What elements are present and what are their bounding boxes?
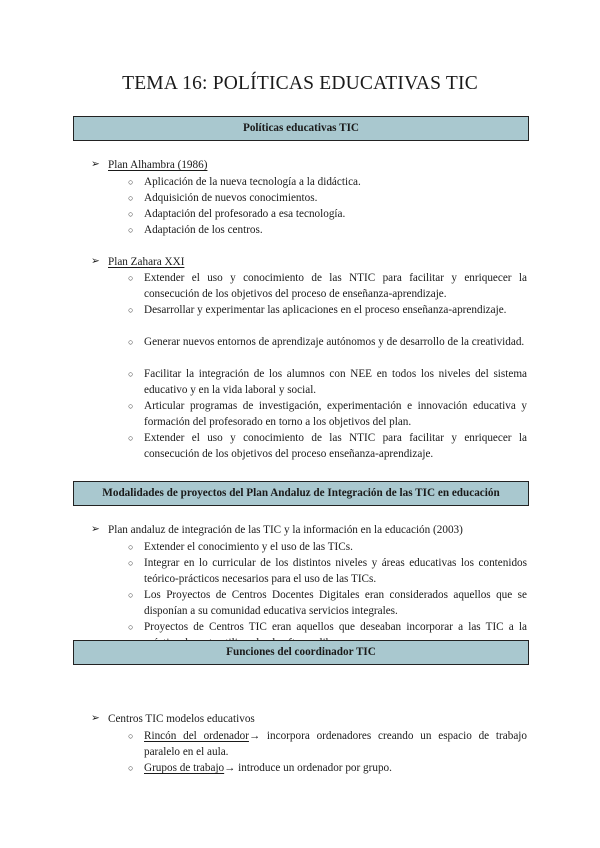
document-page: TEMA 16: POLÍTICAS EDUCATIVAS TIC Políticas educativas TIC ➢ Plan Alhambra (1986) ○ Aplicación de la nueva tecnología a la didáctica. ○ Adquisición de nuevos conocimientos. ○ Adaptación del profesorado a esa tecnología. ○ Adaptación de los centros. ➢ Plan Zahara XXI ○ Extender el uso y conocimiento de las NTIC para facilitar y enriquecer la consecución de los objetivos del proceso de enseñanza-aprendizaje. ○ Desarrollar y experimentar las aplicaciones en el proceso enseñanza-aprendizaje. ○ Generar nuevos entornos de aprendizaje autónomos y de desarrollo de la creatividad. ○ Facilitar la integración de los alumnos con NEE en todos los niveles del sistema educativo y en la vida laboral y social. ○ Articular programas de investigación, experimentación e innovación educativa y formación del profesorado en torno a los objetivos del plan. ○ Extender el uso y conocimiento de las NTIC para facilitar y enriquecer la consecución de los objetivos del proceso enseñanza-aprendizaje. Modalidades de proyectos del Plan Andaluz de Integración de las TIC en educación ➢ Plan andaluz de integración de las TIC y la información en la educación (2003) ○ Extender el conocimiento y el uso de las TICs. ○ Integrar en lo curricular de los distintos niveles y áreas educativas los contenidos teórico-prácticos necesarios para el uso de las TICs. ○ Los Proyectos de Centros Docentes Digitales eran considerados aquellos que se disponían a su comunidad educativa servicios integrales. ○ Proyectos de Centros TIC eran aquellos que deseaban incorporar a las TIC a la Funciones del coordinador TIC ➢ Centros TIC modelos educativos ○ Rincón del ordenador→ incorpora ordenadores creando un espacio de trabajo paralelo en el aula. ○ Grupos de trabajo→ introduce un ordenador por grupo. xyxy=(0,0,600,848)
arrow-bullet-icon: ➢ xyxy=(91,524,100,535)
circle-bullet-icon: ○ xyxy=(128,558,134,568)
group-label: Plan Zahara XXI xyxy=(108,256,185,268)
circle-bullet-icon: ○ xyxy=(128,433,134,443)
circle-bullet-icon: ○ xyxy=(128,763,134,773)
circle-bullet-icon: ○ xyxy=(128,209,134,219)
circle-bullet-icon: ○ xyxy=(128,225,134,235)
group-label: Plan andaluz de integración de las TIC y la información en la educación (2003) xyxy=(108,524,463,536)
circle-bullet-icon: ○ xyxy=(128,305,134,315)
arrow-bullet-icon: ➢ xyxy=(91,713,100,724)
section-header-modalidades: Modalidades de proyectos del Plan Andaluz de Integración de las TIC en educación xyxy=(73,481,529,506)
term-rincon-ordenador: Rincón del ordenador xyxy=(144,730,249,742)
circle-bullet-icon: ○ xyxy=(128,193,134,203)
arrow-bullet-icon: ➢ xyxy=(91,256,100,267)
section-header-politicas: Políticas educativas TIC xyxy=(73,116,529,141)
circle-bullet-icon: ○ xyxy=(128,369,134,379)
page-title: TEMA 16: POLÍTICAS EDUCATIVAS TIC xyxy=(122,73,478,94)
term-grupos-trabajo: Grupos de trabajo xyxy=(144,762,225,774)
circle-bullet-icon: ○ xyxy=(128,731,134,741)
circle-bullet-icon: ○ xyxy=(128,401,134,411)
circle-bullet-icon: ○ xyxy=(128,177,134,187)
arrow-bullet-icon: ➢ xyxy=(91,159,100,170)
circle-bullet-icon: ○ xyxy=(128,542,134,552)
circle-bullet-icon: ○ xyxy=(128,337,134,347)
circle-bullet-icon: ○ xyxy=(128,590,134,600)
section-header-funciones: Funciones del coordinador TIC xyxy=(73,640,529,665)
circle-bullet-icon: ○ xyxy=(128,622,134,632)
group-label: Centros TIC modelos educativos xyxy=(108,713,255,725)
group-label: Plan Alhambra (1986) xyxy=(108,159,208,171)
circle-bullet-icon: ○ xyxy=(128,273,134,283)
